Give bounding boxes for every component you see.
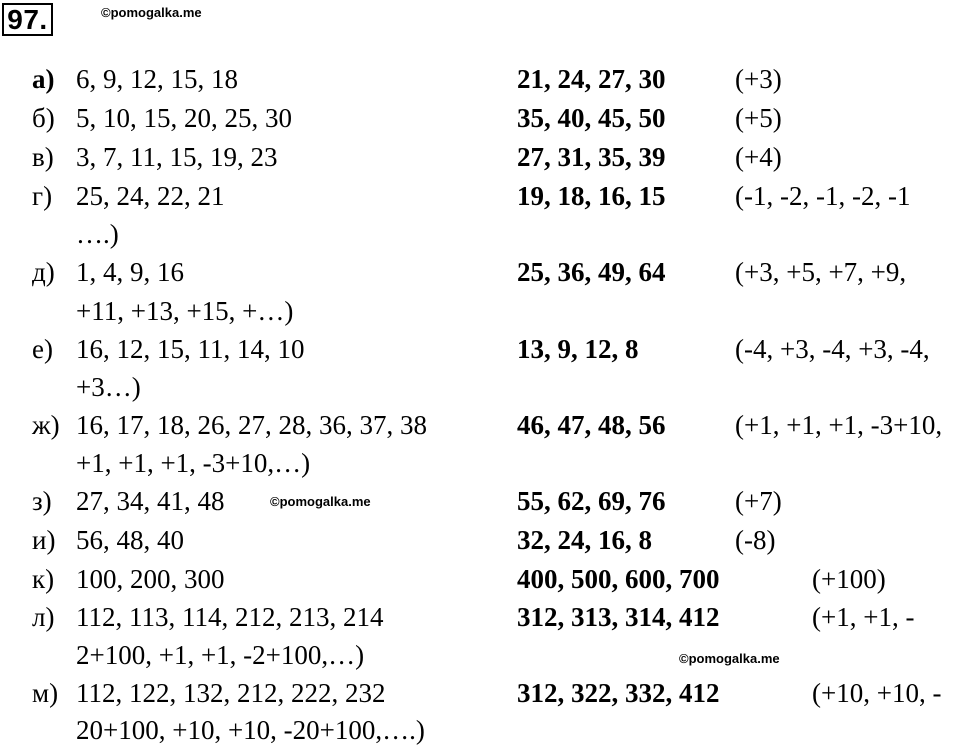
answer-text: 25, 36, 49, 64 <box>517 257 666 287</box>
answer-text: 400, 500, 600, 700 <box>517 564 720 594</box>
row-label: б) <box>32 103 55 133</box>
row-b <box>0 98 960 138</box>
exercise-number: 97. <box>2 3 53 36</box>
row-label: г) <box>32 181 53 211</box>
answer-text: 46, 47, 48, 56 <box>517 410 666 440</box>
sequence-text: 56, 48, 40 <box>76 525 184 555</box>
row-label: л) <box>32 602 55 632</box>
row-m <box>0 673 960 713</box>
rule-text: (+3) <box>735 64 782 94</box>
rule-text: (+4) <box>735 142 782 172</box>
row-e <box>0 329 960 369</box>
rule-continuation: ….) <box>76 219 119 249</box>
sequence-text: 112, 113, 114, 212, 213, 214 <box>76 602 384 632</box>
watermark-mid: ©pomogalka.me <box>270 494 371 509</box>
rule-text: (+1, +1, - <box>812 602 915 632</box>
row-zh <box>0 405 960 445</box>
rule-continuation: +11, +13, +15, +…) <box>76 296 294 326</box>
row-label: з) <box>32 486 52 516</box>
rule-continuation: +3…) <box>76 372 141 402</box>
row-l <box>0 597 960 637</box>
rule-continuation: 20+100, +10, +10, -20+100,….) <box>76 715 425 745</box>
row-label: д) <box>32 257 55 287</box>
answer-text: 21, 24, 27, 30 <box>517 64 666 94</box>
row-label: и) <box>32 525 56 555</box>
row-d <box>0 252 960 292</box>
answer-text: 312, 313, 314, 412 <box>517 602 720 632</box>
sequence-text: 16, 12, 15, 11, 14, 10 <box>76 334 305 364</box>
rule-continuation: +1, +1, +1, -3+10,…) <box>76 448 311 478</box>
watermark-top: ©pomogalka.me <box>101 5 202 20</box>
rule-text: (-8) <box>735 525 776 555</box>
rule-text: (+3, +5, +7, +9, <box>735 257 907 287</box>
rule-text: (+10, +10, - <box>812 678 942 708</box>
row-z <box>0 481 960 521</box>
sequence-text: 16, 17, 18, 26, 27, 28, 36, 37, 38 <box>76 410 427 440</box>
answer-text: 55, 62, 69, 76 <box>517 486 666 516</box>
row-label: а) <box>32 64 55 94</box>
sequence-text: 112, 122, 132, 212, 222, 232 <box>76 678 386 708</box>
sequence-text: 6, 9, 12, 15, 18 <box>76 64 238 94</box>
rule-text: (+5) <box>735 103 782 133</box>
sequence-text: 100, 200, 300 <box>76 564 225 594</box>
sequence-text: 25, 24, 22, 21 <box>76 181 225 211</box>
answer-text: 32, 24, 16, 8 <box>517 525 652 555</box>
answer-text: 27, 31, 35, 39 <box>517 142 666 172</box>
answer-text: 19, 18, 16, 15 <box>517 181 666 211</box>
row-label: к) <box>32 564 55 594</box>
row-i <box>0 520 960 560</box>
rule-continuation: 2+100, +1, +1, -2+100,…) <box>76 640 365 670</box>
sequence-text: 27, 34, 41, 48 <box>76 486 225 516</box>
row-k <box>0 559 960 599</box>
row-label: м) <box>32 678 59 708</box>
rule-text: (-4, +3, -4, +3, -4, <box>735 334 930 364</box>
row-label: ж) <box>32 410 60 440</box>
rule-text: (-1, -2, -1, -2, -1 <box>735 181 911 211</box>
rule-text: (+100) <box>812 564 886 594</box>
watermark-right: ©pomogalka.me <box>679 651 780 666</box>
row-a <box>0 59 960 99</box>
sequence-text: 5, 10, 15, 20, 25, 30 <box>76 103 292 133</box>
row-label: е) <box>32 334 53 364</box>
sequence-text: 1, 4, 9, 16 <box>76 257 184 287</box>
sequence-text: 3, 7, 11, 15, 19, 23 <box>76 142 278 172</box>
answer-text: 312, 322, 332, 412 <box>517 678 720 708</box>
answer-text: 35, 40, 45, 50 <box>517 103 666 133</box>
row-v <box>0 137 960 177</box>
row-g <box>0 176 960 216</box>
answer-text: 13, 9, 12, 8 <box>517 334 639 364</box>
rule-text: (+1, +1, +1, -3+10, <box>735 410 943 440</box>
row-label: в) <box>32 142 54 172</box>
rule-text: (+7) <box>735 486 782 516</box>
